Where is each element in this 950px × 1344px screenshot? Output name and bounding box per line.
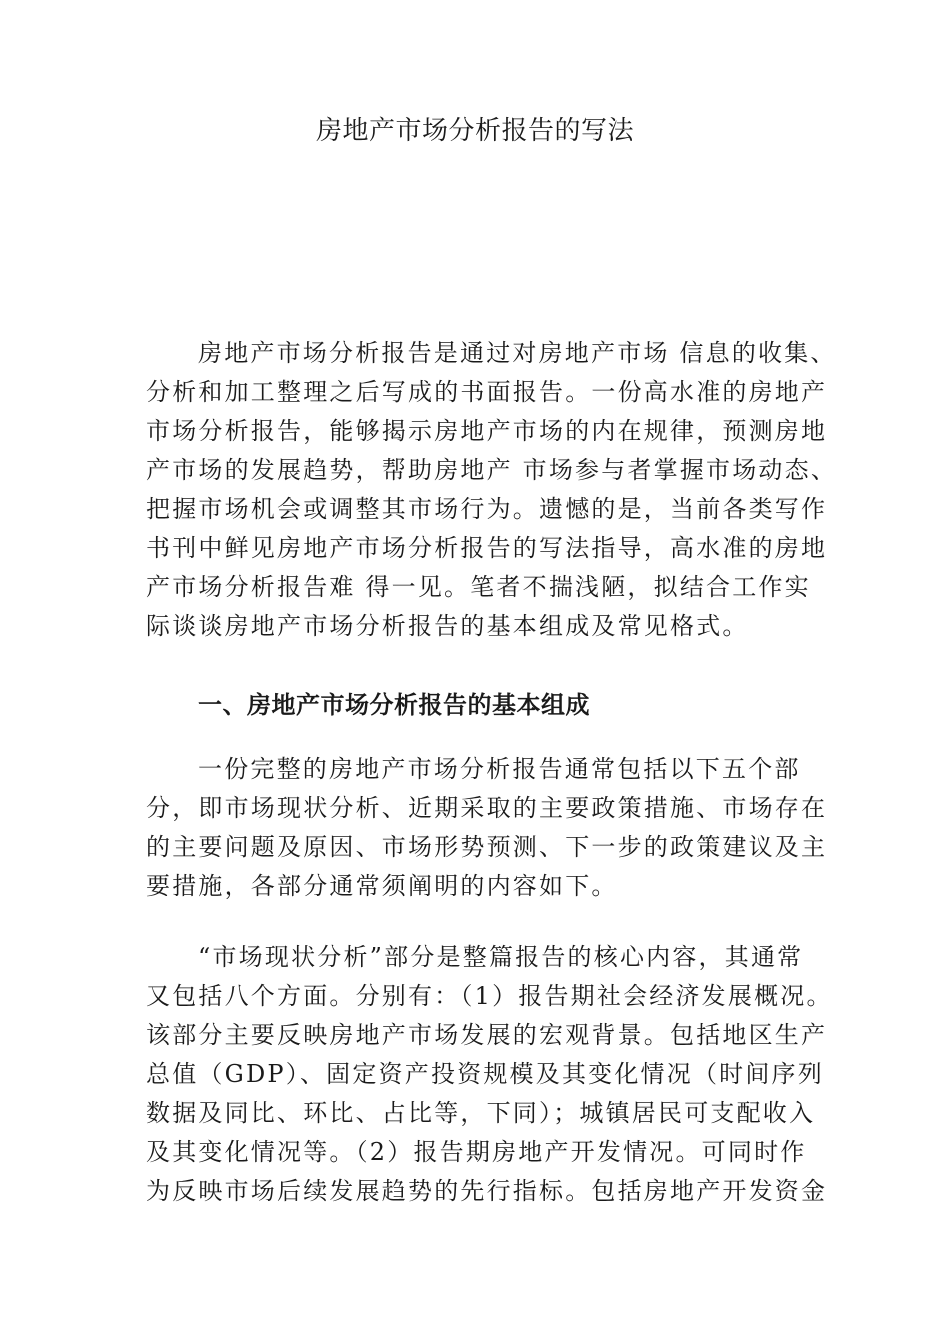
paragraph-line: “市场现状分析”部分是整篇报告的核心内容，其通常 (198, 943, 804, 971)
body-paragraph (146, 750, 826, 906)
paragraph-line: 市场分析报告，能够揭示房地产市场的内在规律，预测房地 (146, 417, 828, 445)
paragraph-line: 数据及同比、环比、占比等，下同）；城镇居民可支配收入 (146, 1099, 816, 1127)
body-paragraph (146, 938, 833, 1211)
paragraph-line: 要措施，各部分通常须阐明的内容如下。 (146, 872, 618, 900)
paragraph-line: 产市场的发展趋势，帮助房地产 市场参与者掌握市场动态、 (146, 456, 838, 484)
paragraph-line: 分析和加工整理之后写成的书面报告。一份高水准的房地产 (146, 378, 828, 406)
document-title: 房地产市场分析报告的写法 (315, 116, 634, 146)
paragraph-line: 房地产市场分析报告是通过对房地产市场 信息的收集、 (198, 339, 837, 367)
paragraph-line: 一份完整的房地产市场分析报告通常包括以下五个部 (198, 755, 801, 783)
paragraph-line: 的主要问题及原因、市场形势预测、下一步的政策建议及主 (146, 833, 828, 861)
paragraph-line: 该部分主要反映房地产市场发展的宏观背景。包括地区生产 (146, 1021, 828, 1049)
paragraph-line: 分，即市场现状分析、近期采取的主要政策措施、市场存在 (146, 794, 828, 822)
paragraph-line: 总值（GDP）、固定资产投资规模及其变化情况（时间序列 (146, 1060, 824, 1088)
paragraph-line: 为反映市场后续发展趋势的先行指标。包括房地产开发资金 (146, 1177, 828, 1205)
paragraph-line: 及其变化情况等。（2）报告期房地产开发情况。可同时作 (146, 1138, 807, 1166)
paragraph-line: 产市场分析报告难 得一见。笔者不揣浅陋，拟结合工作实 (146, 573, 811, 601)
paragraph-line: 际谈谈房地产市场分析报告的基本组成及常见格式。 (146, 612, 749, 640)
paragraph-line: 又包括八个方面。分别有：（1）报告期社会经济发展概况。 (146, 982, 833, 1010)
paragraph-line: 书刊中鲜见房地产市场分析报告的写法指导，高水准的房地 (146, 534, 828, 562)
intro-paragraph (146, 334, 838, 646)
section-heading: 一、房地产市场分析报告的基本组成 (198, 691, 590, 719)
paragraph-line: 把握市场机会或调整其市场行为。遗憾的是，当前各类写作 (146, 495, 828, 523)
